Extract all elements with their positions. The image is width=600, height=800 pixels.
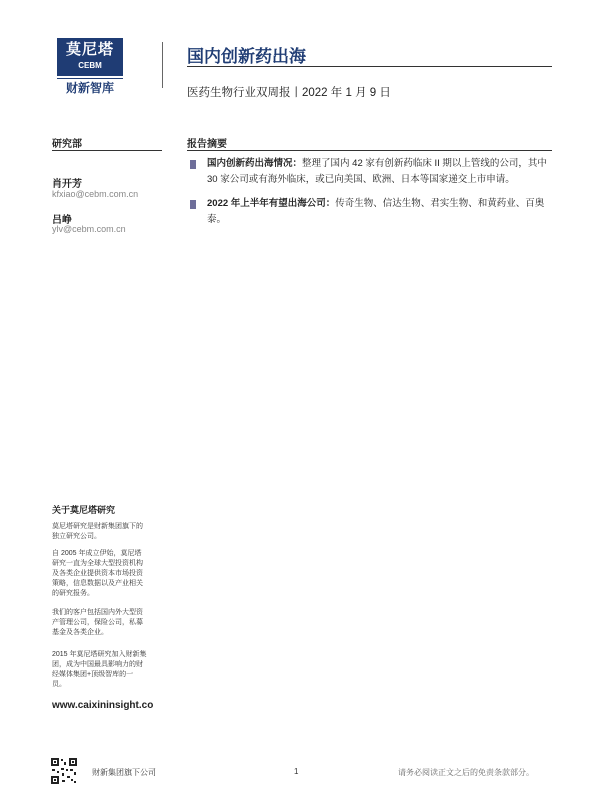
report-title: 国内创新药出海 <box>187 47 306 66</box>
bullet-icon <box>190 200 196 209</box>
summary-item <box>207 156 552 188</box>
about-paragraph: 莫尼塔研究是财新集团旗下的独立研究公司。 <box>52 523 143 540</box>
logo-sub-text: 财新智库 <box>57 78 123 97</box>
summary-rule <box>187 150 552 151</box>
summary-item-bold: 2022 年上半年有望出海公司： <box>207 198 336 209</box>
footer-company: 财新集团旗下公司 <box>92 768 156 777</box>
title-rule <box>187 66 552 67</box>
logo-en-text: CEBM <box>78 61 102 70</box>
page-number: 1 <box>294 767 299 776</box>
analyst-name: 肖开芳 <box>52 179 82 190</box>
footer-disclaimer: 请务必阅读正文之后的免责条款部分。 <box>398 768 534 777</box>
summary-item <box>207 196 552 228</box>
logo-mark <box>57 38 123 76</box>
header-divider <box>162 42 163 88</box>
logo-cn-text: 莫尼塔 <box>65 41 114 58</box>
research-heading: 研究部 <box>52 139 82 150</box>
report-subtitle: 医药生物行业双周报丨2022 年 1 月 9 日 <box>187 87 391 99</box>
about-paragraph: 自 2005 年成立伊始，莫尼塔研究一直为全球大型投资机构及各类企业提供资本市场投资策略，信息数据以及产业相关的研究报务。 <box>52 550 143 597</box>
summary-item-text: 整理了国内 42 家有创新药临床 II 期以上管线的公司，其中 30 家公司或有海外临床，或已向美国、欧洲、日本等国家递交上市申请。 <box>207 158 547 185</box>
about-paragraph: 我们的客户包括国内外大型资产管理公司，保险公司，私募基金及各类企业。 <box>52 609 143 636</box>
cebm-logo <box>57 38 123 96</box>
analyst-name: 吕峥 <box>52 215 72 226</box>
about-paragraph: 2015 年莫尼塔研究加入财新集团，成为中国最具影响力的财经媒体集团+顶级智库的一员。 <box>52 651 147 688</box>
analyst-email[interactable]: ylv@cebm.com.cn <box>52 224 126 234</box>
summary-heading: 报告摘要 <box>187 139 227 150</box>
research-rule <box>52 150 162 151</box>
analyst-email[interactable]: kfxiao@cebm.com.cn <box>52 189 139 199</box>
website-link[interactable]: www.caixininsight.co <box>52 700 154 711</box>
qr-code-icon <box>50 757 78 785</box>
about-heading: 关于莫尼塔研究 <box>52 505 116 515</box>
summary-item-text: 传奇生物、信达生物、君实生物、和黄药业、百奥泰。 <box>207 198 545 225</box>
bullet-icon <box>190 160 196 169</box>
summary-item-bold: 国内创新药出海情况： <box>207 158 303 169</box>
